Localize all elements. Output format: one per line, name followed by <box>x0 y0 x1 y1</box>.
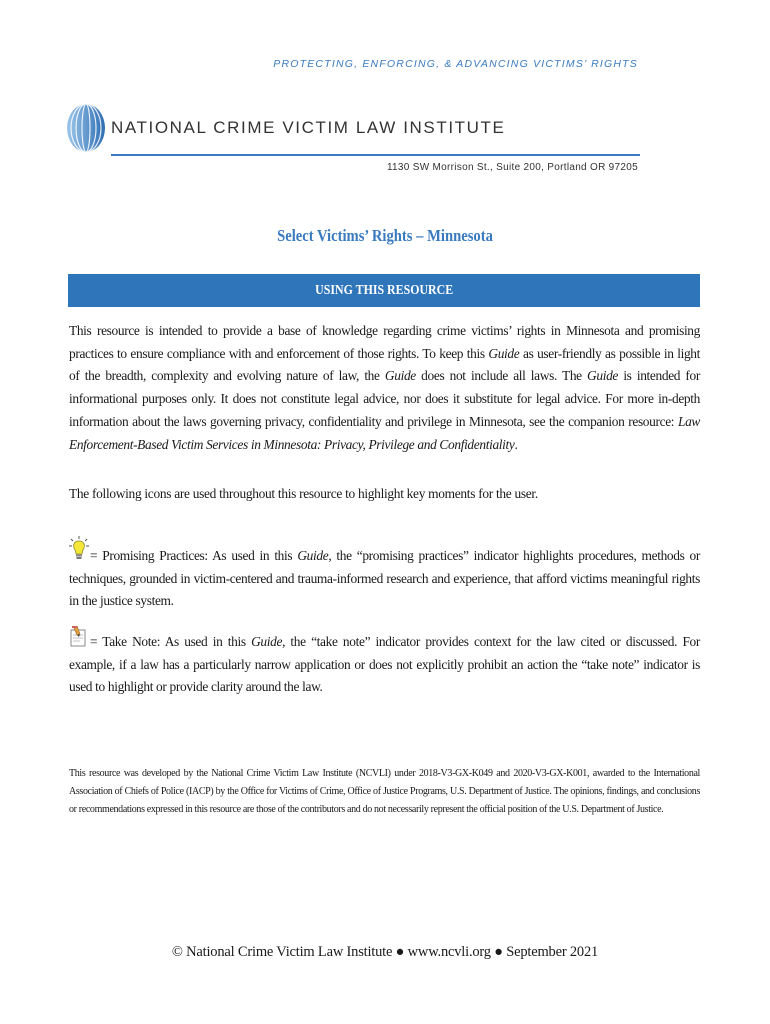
icons-intro-paragraph: The following icons are used throughout this resource to highlight key moments for the user. <box>69 486 538 501</box>
intro-text: This resource is intended to provide a base of knowledge regarding crime victims’ rights in Minnesota and promising practices to ensure compliance with and enforcement of those rights. To keep this <box>69 323 700 361</box>
guide-term: Guide <box>251 634 283 649</box>
intro-text: . <box>514 436 518 452</box>
guide-term: Guide <box>384 368 416 384</box>
header-tagline: PROTECTING, ENFORCING, & ADVANCING VICTIMS’ RIGHTS <box>273 58 638 70</box>
take-note-text: = Take Note: As used in this <box>90 634 252 649</box>
intro-paragraph <box>69 320 700 456</box>
take-note-text: , the “take note” indicator provides context for the law cited or discussed. For example, if a law has a particularly narrow application or does not explicitly prohibit an action the “take note” indicator is used to highlight or provide clarity around the law. <box>69 634 701 695</box>
guide-term: Guide <box>587 368 619 384</box>
promising-text: = Promising Practices: As used in this <box>90 548 298 563</box>
section-banner-label: USING THIS RESOURCE <box>314 283 453 298</box>
lightbulb-icon <box>69 536 89 562</box>
organization-name: NATIONAL CRIME VICTIM LAW INSTITUTE <box>111 118 506 137</box>
intro-text: is intended for informational purposes only. It does not constitute legal advice, nor does it substitute for legal advice. For more in-depth information about the laws governing privacy, confidentiality and privilege in Minnesota, see the companion resource: <box>69 368 700 429</box>
guide-term: Guide <box>297 548 329 563</box>
section-banner <box>68 274 700 307</box>
take-note-paragraph <box>69 626 700 699</box>
promising-practices-paragraph <box>69 544 700 613</box>
note-pencil-icon <box>69 626 89 648</box>
header-divider <box>111 154 640 156</box>
page-footer: © National Crime Victim Law Institute ● www.ncvli.org ● September 2021 <box>171 944 599 960</box>
globe-logo-icon <box>66 103 106 153</box>
guide-term: Guide <box>488 345 520 361</box>
funding-disclaimer: This resource was developed by the National Crime Victim Law Institute (NCVLI) under 2018-V3-GX-K049 and 2020-V3-GX-K001, awarded to the International Association of Chiefs of Police (IACP) by the Office for Victims of Crime, Office of Justice Programs, U.S. Department of Justice. The opinions, findings, and conclusions or recommendations expressed in this resource are those of the contributors and do not necessarily represent the official position of the U.S. Department of Justice. <box>69 768 700 815</box>
promising-text: , the “promising practices” indicator highlights procedures, methods or techniques, grounded in victim-centered and trauma-informed research and experience, that afford victims meaningful rights in the justice system. <box>69 548 700 609</box>
document-title: Select Victims’ Rights – Minnesota <box>277 226 493 245</box>
companion-resource-title: Law Enforcement-Based Victim Services in Minnesota: Privacy, Privilege and Confidentiality <box>69 413 700 452</box>
intro-text: does not include all laws. The <box>415 368 588 384</box>
intro-text: as user-friendly as possible in light of the breadth, complexity and evolving nature of law, the <box>69 345 701 384</box>
organization-address: 1130 SW Morrison St., Suite 200, Portland OR 97205 <box>386 162 638 173</box>
